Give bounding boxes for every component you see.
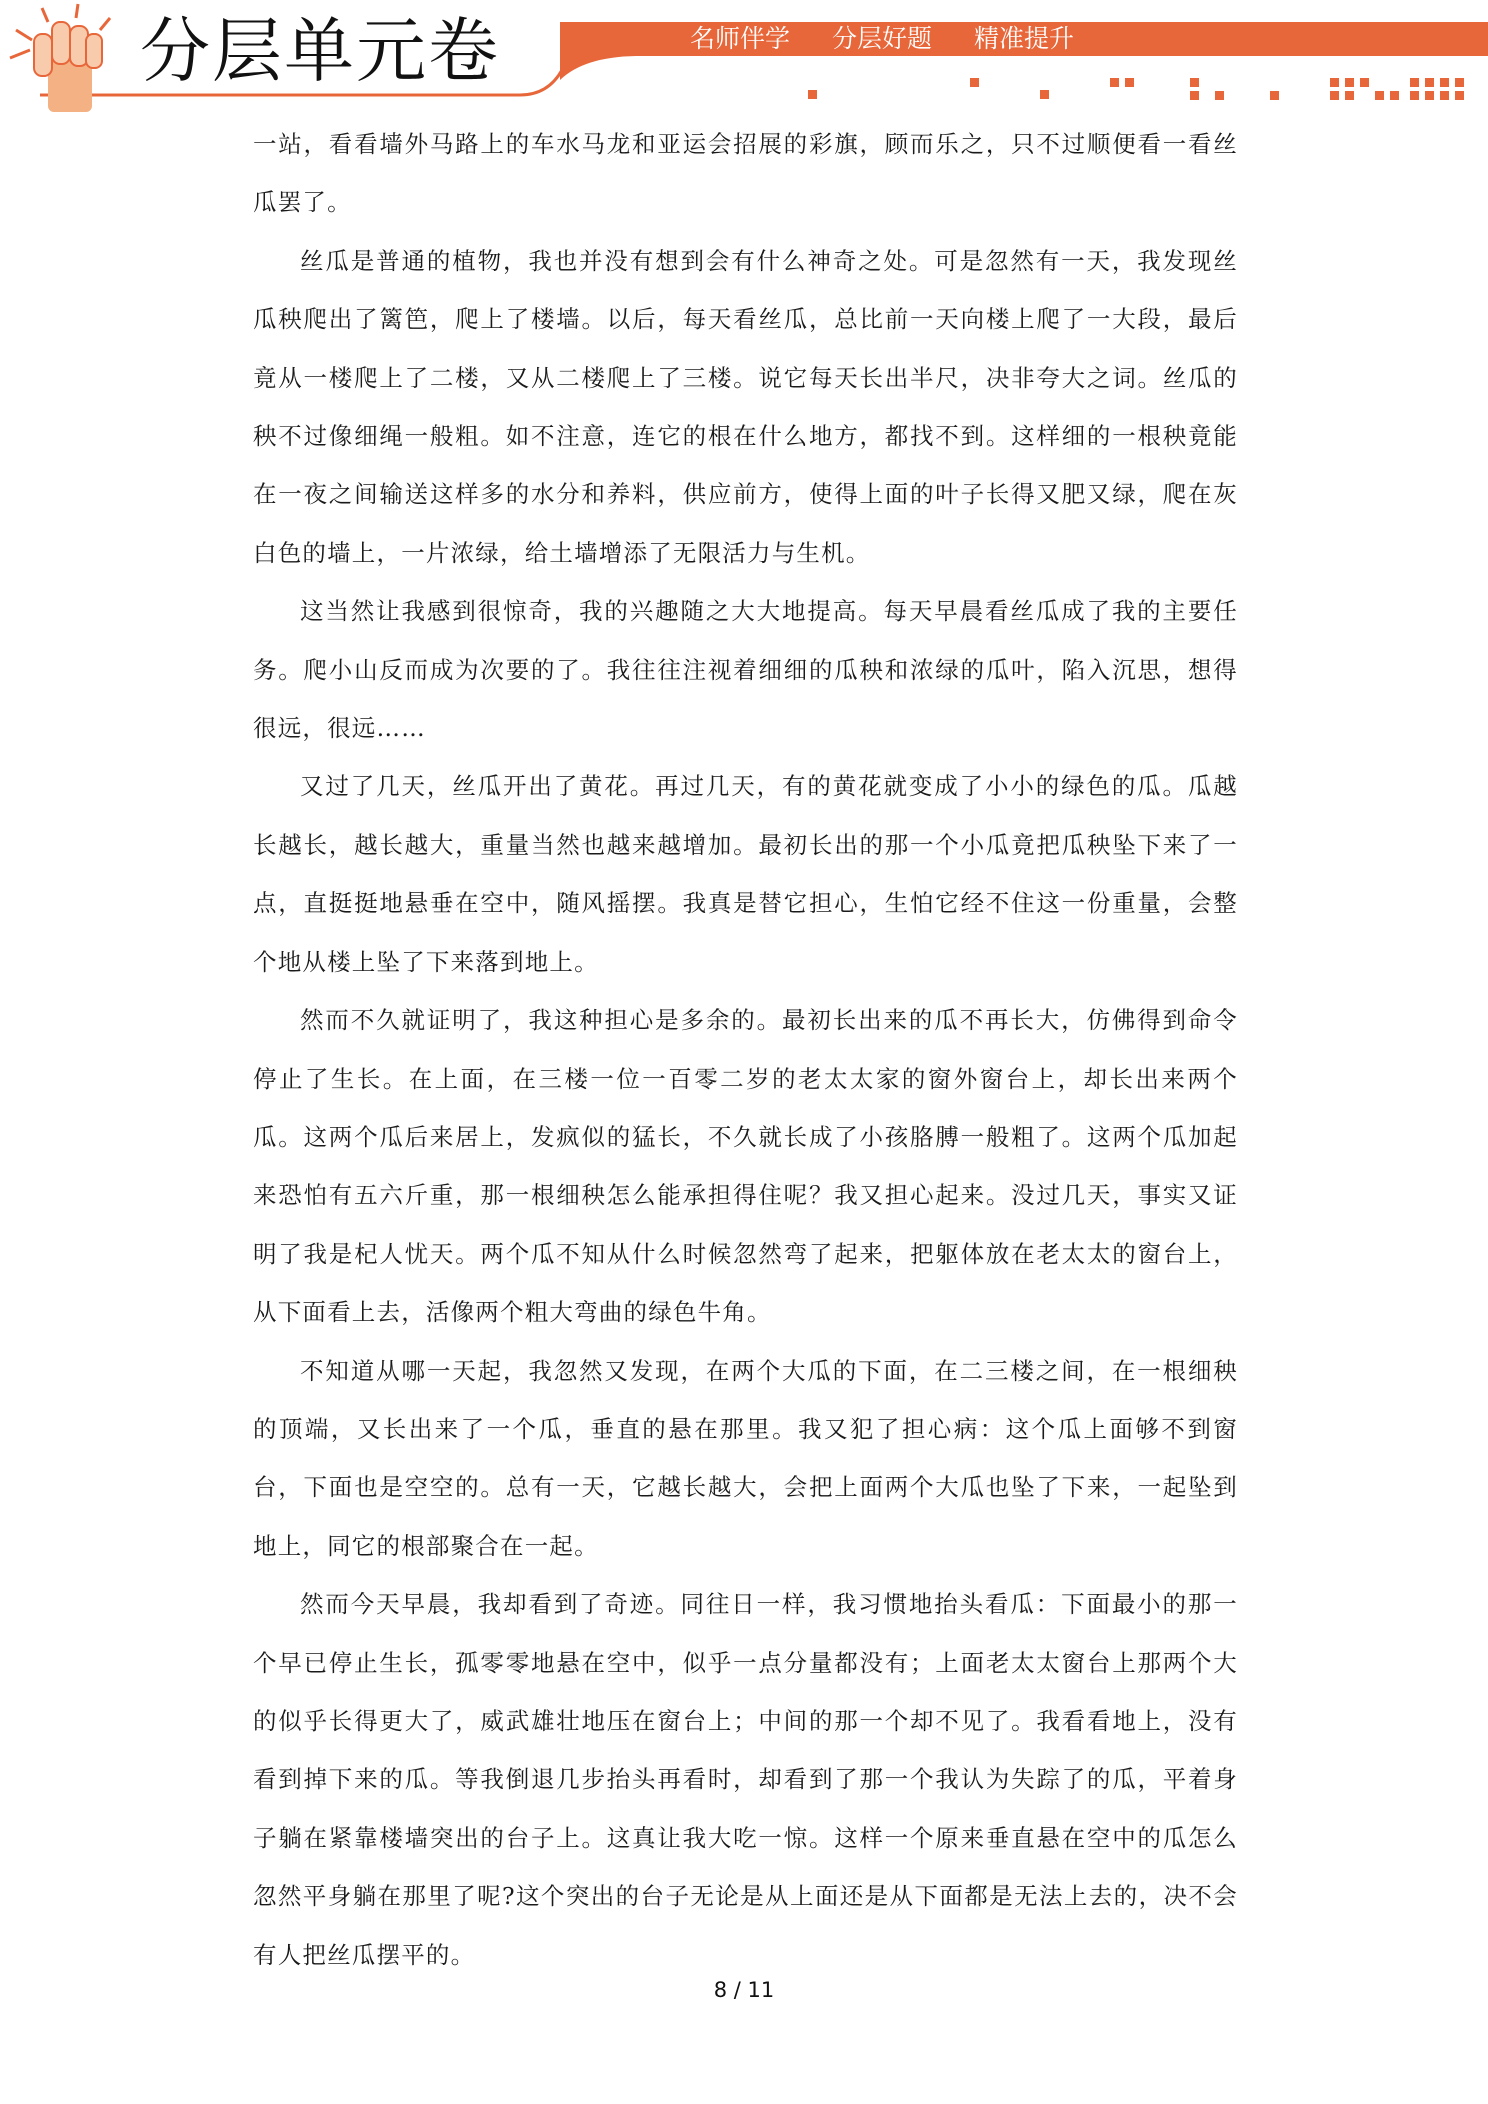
article-paragraph: 这当然让我感到很惊奇，我的兴趣随之大大地提高。每天早晨看丝瓜成了我的主要任务。爬小山反而成为次要的了。我往往注视着细细的瓜秧和浓绿的瓜叶，陷入沉思，想得很远，很远…… <box>253 597 1238 743</box>
article-paragraph: 丝瓜是普通的植物，我也并没有想到会有什么神奇之处。可是忽然有一天，我发现丝瓜秧爬出了篱笆，爬上了楼墙。以后，每天看丝瓜，总比前一天向楼上爬了一大段，最后竟从一楼爬上了二楼，又从二楼爬上了三楼。说它每天长出半尺，决非夸大之词。丝瓜的秧不过像细绳一般粗。如不注意，连它的根在什么地方，都找不到。这样细的一根秧竟能在一夜之间输送这样多的水分和养料，供应前方，使得上面的叶子长得又肥又绿，爬在灰白色的墙上，一片浓绿，给土墙增添了无限活力与生机。 <box>253 246 1238 567</box>
header-title: 分层单元卷 <box>140 10 500 92</box>
article-paragraph: 然而今天早晨，我却看到了奇迹。同往日一样，我习惯地抬头看瓜：下面最小的那一个早已停止生长，孤零零地悬在空中，似乎一点分量都没有；上面老太太窗台上那两个大的似乎长得更大了，威武雄壮地压在窗台上；中间的那一个却不见了。我看看地上，没有看到掉下来的瓜。等我倒退几步抬头再看时，却看到了那一个我认为失踪了的瓜，平着身子躺在紧靠楼墙突出的台子上。这真让我大吃一惊。这样一个原来垂直悬在空中的瓜怎么忽然平身躺在那里了呢?这个突出的台子无论是从上面还是从下面都是无法上去的，决不会有人把丝瓜摆平的。 <box>253 1590 1238 1969</box>
page-number: 8 / 11 <box>713 1978 775 2002</box>
page-header <box>0 0 1488 115</box>
article-paragraph: 不知道从哪一天起，我忽然又发现，在两个大瓜的下面，在二三楼之间，在一根细秧的顶端，又长出来了一个瓜，垂直的悬在那里。我又犯了担心病：这个瓜上面够不到窗台，下面也是空空的。总有一天，它越长越大，会把上面两个大瓜也坠了下来，一起坠到地上，同它的根部聚合在一起。 <box>253 1356 1238 1560</box>
header-slogans <box>690 22 1108 56</box>
slogan-item: 名师伴学 <box>690 24 791 53</box>
article-body <box>253 115 1238 1984</box>
article-paragraph: 又过了几天，丝瓜开出了黄花。再过几天，有的黄花就变成了小小的绿色的瓜。瓜越长越长，越长越大，重量当然也越来越增加。最初长出的那一个小瓜竟把瓜秧坠下来了一点，直挺挺地悬垂在空中，随风摇摆。我真是替它担心，生怕它经不住这一份重量，会整个地从楼上坠了下来落到地上。 <box>253 772 1238 976</box>
decorative-squares <box>808 78 1464 100</box>
article-paragraph: 然而不久就证明了，我这种担心是多余的。最初长出来的瓜不再长大，仿佛得到命令停止了生长。在上面，在三楼一位一百零二岁的老太太家的窗外窗台上，却长出来两个瓜。这两个瓜后来居上，发疯似的猛长，不久就长成了小孩胳膊一般粗了。这两个瓜加起来恐怕有五六斤重，那一根细秧怎么能承担得住呢？我又担心起来。没过几天，事实又证明了我是杞人忧天。两个瓜不知从什么时候忽然弯了起来，把躯体放在老太太的窗台上，从下面看上去，活像两个粗大弯曲的绿色牛角。 <box>253 1006 1238 1327</box>
article-paragraph: 一站，看看墙外马路上的车水马龙和亚运会招展的彩旗，顾而乐之，只不过顺便看一看丝瓜罢了。 <box>253 130 1238 217</box>
slogan-item: 分层好题 <box>831 24 932 53</box>
slogan-item: 精准提升 <box>973 24 1074 53</box>
